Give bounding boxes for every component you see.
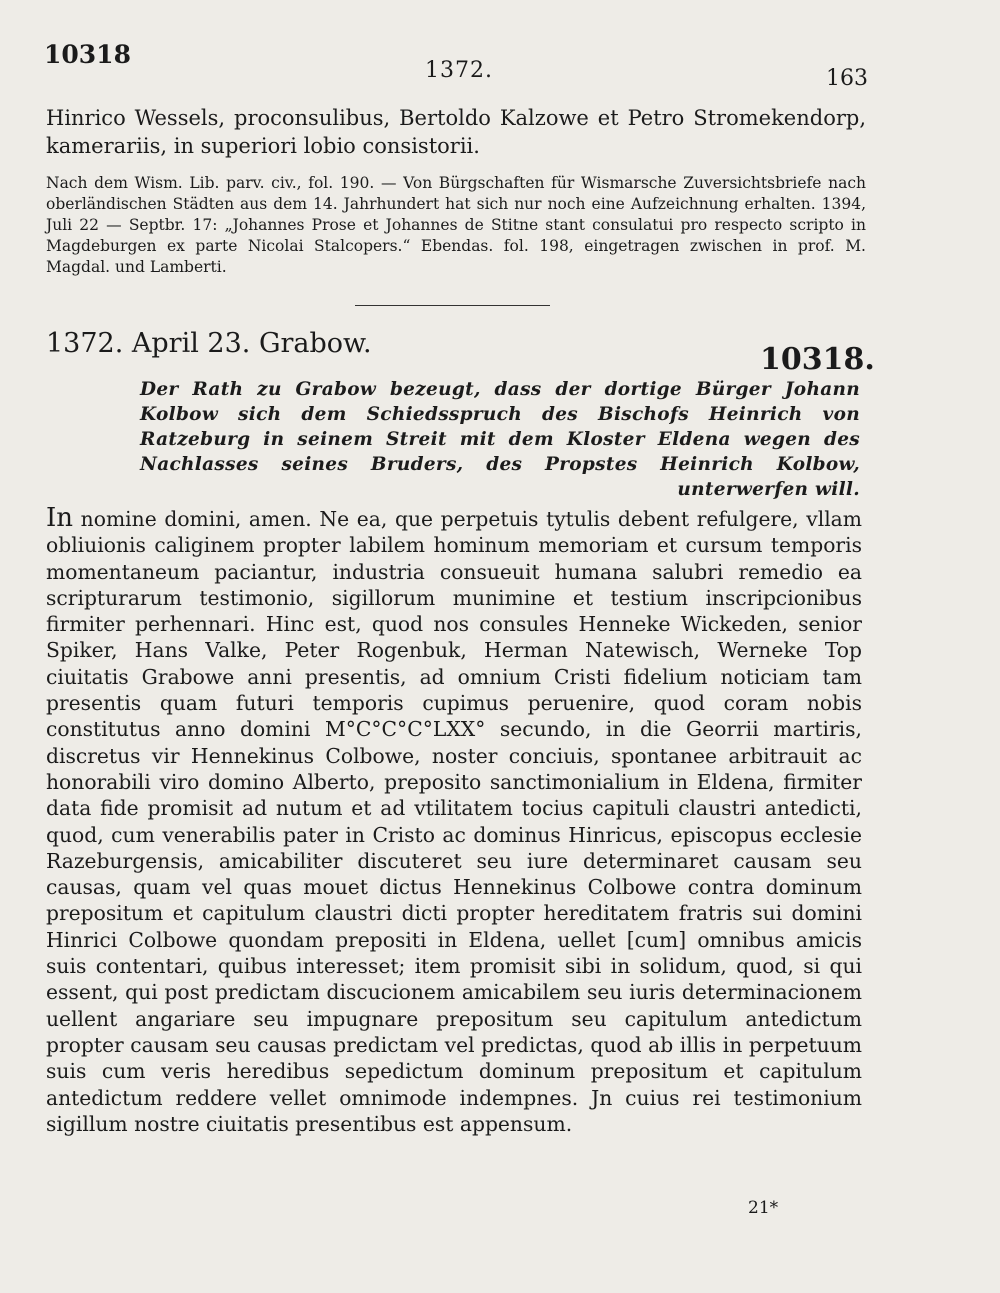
section-divider bbox=[355, 305, 550, 306]
continuation-text: Hinrico Wessels, proconsulibus, Bertoldo Kalzowe et Petro Stromekendorp, kamerariis, in superiori lobio consistorii. bbox=[46, 106, 866, 158]
editorial-note: Nach dem Wism. Lib. parv. civ., fol. 190. — Von Bürgschaften für Wismarsche Zuversichtsbriefe nach oberländischen Städten aus dem 14. Jahrhundert hat sich nur noch eine Aufzeichnung erhalten. 1394, Juli 22 — Septbr. 17: „Johannes Prose et Johannes de Stitne stant consulatui pro respecto scripto in Magdeburgen ex parte Nicolai Stalcopers.“ Ebendas. fol. 198, eingetragen zwischen in prof. M. Magdal. und Lamberti. bbox=[46, 174, 866, 276]
charter-summary: Der Rath zu Grabow bezeugt, dass der dortige Bürger Johann Kolbow sich dem Schiedsspruch des Bischofs Heinrich von Ratzeburg in seinem Streit mit dem Kloster Eldena wegen des Nachlasses seines Bruders, des Propstes Heinrich Kolbow, unterwerfen will. bbox=[140, 379, 860, 500]
charter-body bbox=[46, 505, 862, 1137]
page-number: 163 bbox=[826, 66, 868, 91]
header-doc-number: 10318 bbox=[44, 40, 131, 69]
initial-word: In bbox=[46, 503, 74, 533]
charter-number: 10318. bbox=[760, 342, 875, 377]
signature-mark: 21* bbox=[748, 1198, 779, 1218]
charter-dateline: 1372. April 23. Grabow. bbox=[46, 328, 372, 359]
charter-text: nomine domini, amen. Ne ea, que perpetuis tytulis debent refulgere, vllam obliuionis caliginem propter labilem hominum memoriam et cursum temporis momentaneum paciantur, industria consueuit humana salubri remedio ea scripturarum testimonio, sigillorum munimine et testium inscripcionibus firmiter perhennari. Hinc est, quod nos consules Henneke Wickeden, senior Spiker, Hans Valke, Peter Rogenbuk, Herman Natewisch, Werneke Top ciuitatis Grabowe anni presentis, ad omnium Cristi fidelium noticiam tam presentis quam futuri temporis cupimus peruenire, quod coram nobis constitutus anno domini M°C°C°C°LXX° secundo, in die Georrii martiris, discretus vir Hennekinus Colbowe, noster conciuis, spontanee arbitrauit ac honorabili viro domino Alberto, preposito sanctimonialium in Eldena, firmiter data fide promisit ad nutum et ad vtilitatem tocius capituli claustri antedicti, quod, cum venerabilis pater in Cristo ac dominus Hinricus, episcopus ecclesie Razeburgensis, amicabiliter discuteret seu iure determinaret causam seu causas, quam vel quas mouet dictus Hennekinus Colbowe contra dominum prepositum et capitulum claustri dicti propter hereditatem fratris sui domini Hinrici Colbowe quondam prepositi in Eldena, uellet [cum] omnibus amicis suis contentari, quibus interesset; item promisit sibi in solidum, quod, si qui essent, qui post predictam discucionem amicabilem seu iuris determinacionem uellent angariare seu impugnare prepositum seu capitulum antedictum propter causam seu causas predictam vel predictas, quod ab illis in perpetuum suis cum veris heredibus sepedictum dominum prepositum et capitulum antedictum reddere vellet omnimode indempnes. Jn cuius rei testimonium sigillum nostre ciuitatis presentibus est appensum. bbox=[46, 507, 863, 1136]
header-year: 1372. bbox=[425, 58, 493, 83]
